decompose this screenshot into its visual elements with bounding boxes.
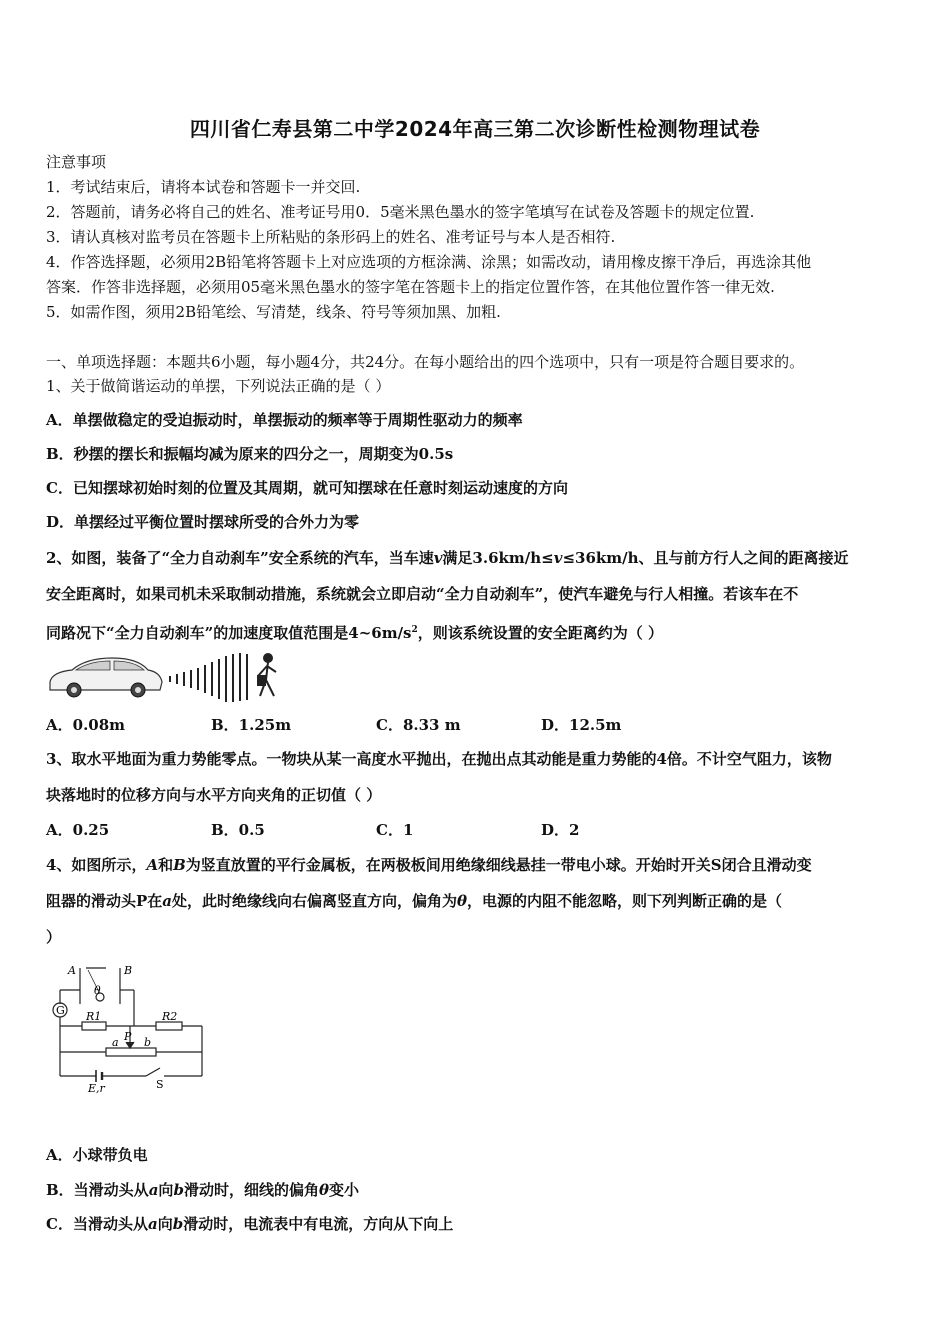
q4-option-b: B．当滑动头从a向b滑动时，细线的偏角θ变小 xyxy=(46,1181,359,1199)
q1-option-a: A．单摆做稳定的受迫振动时，单摆振动的频率等于周期性驱动力的频率 xyxy=(46,411,523,429)
q3-stem-line1: 3、取水平地面为重力势能零点。一物块从某一高度水平抛出，在抛出点其动能是重力势能的4倍。不计空气阻力，该物 xyxy=(46,750,832,768)
q2-option-d: D．12.5m xyxy=(541,716,622,734)
q2-stem-line2: 安全距离时，如果司机未采取制动措施，系统就会立即启动“全力自动刹车”，使汽车避免与行人相撞。若该车在不 xyxy=(46,585,799,603)
q2-stem-line3: 同路况下“全力自动刹车”的加速度取值范围是$4\sim 6m/s^2$，则该系统设置的安全距离约为（ ） xyxy=(46,624,663,642)
note-item: 2．答题前，请务必将自己的姓名、准考证号用0．5毫米黑色墨水的签字笔填写在试卷及答题卡的规定位置. xyxy=(46,203,755,221)
circuit-diagram xyxy=(46,960,216,1095)
r1-label: R1 xyxy=(86,1010,102,1023)
q1-option-d: D．单摆经过平衡位置时摆球所受的合外力为零 xyxy=(46,513,360,531)
battery-label: E,r xyxy=(88,1082,105,1095)
radar-waves-icon xyxy=(170,653,247,702)
q4-stem-line1: 4、如图所示，A和B为竖直放置的平行金属板，在两极板间用绝缘细线悬挂一带电小球。开始时开关S闭合且滑动变 xyxy=(46,856,812,874)
car-pedestrian-figure xyxy=(46,652,286,702)
q3-option-c: C．1 xyxy=(376,821,414,839)
q1-option-b: B．秒摆的摆长和振幅均减为原来的四分之一，周期变为0.5s xyxy=(46,445,454,463)
pedestrian-icon xyxy=(258,654,276,696)
note-item: 4．作答选择题，必须用2B铅笔将答题卡上对应选项的方框涂满、涂黑；如需改动，请用橡皮擦干净后，再选涂其他 xyxy=(46,253,812,271)
q4-stem-line3: ） xyxy=(46,928,62,946)
slider-p-label: P xyxy=(124,1030,132,1043)
q3-option-d: D．2 xyxy=(541,821,580,839)
galvanometer-icon: G xyxy=(56,1004,65,1017)
q1-stem: 1、关于做简谐运动的单摆，下列说法正确的是（ ） xyxy=(46,377,391,395)
q2-option-c: C．8.33 m xyxy=(376,716,461,734)
slider-a-label: a xyxy=(112,1036,119,1049)
q3-stem-line2: 块落地时的位移方向与水平方向夹角的正切值（ ） xyxy=(46,786,382,804)
q2-option-a: A．0.08m xyxy=(46,716,126,734)
plate-a-label: A xyxy=(68,964,76,977)
q4-stem-line2: 阻器的滑动头P在a处，此时绝缘线向右偏离竖直方向，偏角为θ，电源的内阻不能忽略，则下列判断正确的是（ xyxy=(46,892,783,910)
q2-stem-line1: 2、如图，装备了“全力自动刹车”安全系统的汽车，当车速v满足3.6km/h≤v≤36km/h、且与前方行人之间的距离接近 xyxy=(46,549,849,567)
q2-option-b: B．1.25m xyxy=(211,716,292,734)
note-item: 5．如需作图，须用2B铅笔绘、写清楚，线条、符号等须加黑、加粗. xyxy=(46,303,501,321)
slider-b-label: b xyxy=(144,1036,152,1049)
note-item: 1．考试结束后，请将本试卷和答题卡一并交回. xyxy=(46,178,361,196)
section-heading: 一、单项选择题：本题共6小题，每小题4分，共24分。在每小题给出的四个选项中，只有一项是符合题目要求的。 xyxy=(46,353,805,371)
note-item: 答案．作答非选择题，必须用05毫米黑色墨水的签字笔在答题卡上的指定位置作答，在其他位置作答一律无效. xyxy=(46,278,775,296)
plate-b-label: B xyxy=(124,964,133,977)
car-icon xyxy=(50,658,162,697)
q3-option-a: A．0.25 xyxy=(46,821,110,839)
note-item: 3．请认真核对监考员在答题卡上所粘贴的条形码上的姓名、准考证号与本人是否相符. xyxy=(46,228,616,246)
r2-label: R2 xyxy=(162,1010,178,1023)
page-title: 四川省仁寿县第二中学2024年高三第二次诊断性检测物理试卷 xyxy=(189,117,761,141)
q4-option-a: A．小球带负电 xyxy=(46,1146,148,1164)
notes-heading: 注意事项 xyxy=(46,153,107,171)
q3-option-b: B．0.5 xyxy=(211,821,265,839)
q1-option-c: C．已知摆球初始时刻的位置及其周期，就可知摆球在任意时刻运动速度的方向 xyxy=(46,479,568,497)
q4-option-c: C．当滑动头从a向b滑动时，电流表中有电流，方向从下向上 xyxy=(46,1215,454,1233)
theta-label: θ xyxy=(94,984,101,997)
switch-label: S xyxy=(156,1078,164,1091)
